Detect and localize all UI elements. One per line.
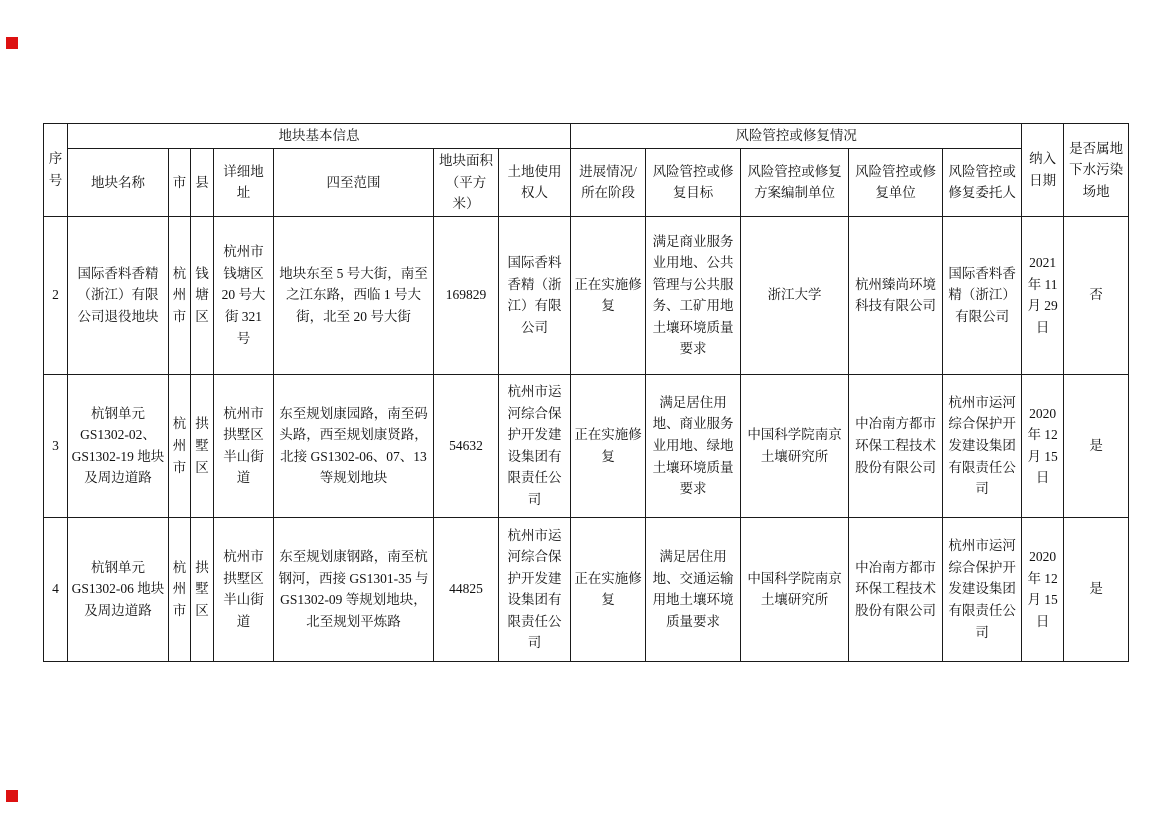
cell-county: 拱墅区 xyxy=(191,374,214,517)
cell-repair-unit: 中冶南方都市环保工程技术股份有限公司 xyxy=(849,517,943,661)
cell-address: 杭州市钱塘区 20 号大街 321 号 xyxy=(214,216,274,374)
cell-serial: 3 xyxy=(44,374,68,517)
cell-serial: 2 xyxy=(44,216,68,374)
col-header-area: 地块面积（平方米） xyxy=(434,149,499,217)
cell-inclusion-date: 2020 年 12 月 15 日 xyxy=(1022,374,1064,517)
cell-land-user: 国际香料香精（浙江）有限公司 xyxy=(499,216,571,374)
cell-county: 拱墅区 xyxy=(191,517,214,661)
cell-repair-client: 杭州市运河综合保护开发建设集团有限责任公司 xyxy=(943,374,1022,517)
col-header-groundwater: 是否属地下水污染场地 xyxy=(1064,124,1129,217)
cell-repair-unit: 杭州臻尚环境科技有限公司 xyxy=(849,216,943,374)
col-header-city: 市 xyxy=(169,149,191,217)
header-group-row xyxy=(44,124,1129,149)
cell-serial: 4 xyxy=(44,517,68,661)
cell-repair-target: 满足居住用地、商业服务业用地、绿地土壤环境质量要求 xyxy=(646,374,741,517)
cell-repair-client: 杭州市运河综合保护开发建设集团有限责任公司 xyxy=(943,517,1022,661)
cell-city: 杭州市 xyxy=(169,517,191,661)
cell-inclusion-date: 2021 年 11 月 29 日 xyxy=(1022,216,1064,374)
col-header-land-user: 土地使用权人 xyxy=(499,149,571,217)
cell-groundwater: 是 xyxy=(1064,374,1129,517)
col-header-repair-client: 风险管控或修复委托人 xyxy=(943,149,1022,217)
cell-boundary: 东至规划康钢路，南至杭钢河，西接 GS1301-35 与 GS1302-09 等规划地块，北至规划平炼路 xyxy=(274,517,434,661)
col-header-repair-unit: 风险管控或修复单位 xyxy=(849,149,943,217)
cell-boundary: 东至规划康园路，南至码头路，西至规划康贤路，北接 GS1302-06、07、13 等规划地块 xyxy=(274,374,434,517)
cell-address: 杭州市拱墅区半山街道 xyxy=(214,374,274,517)
col-header-county: 县 xyxy=(191,149,214,217)
cell-land-user: 杭州市运河综合保护开发建设集团有限责任公司 xyxy=(499,374,571,517)
col-header-inclusion-date: 纳入日期 xyxy=(1022,124,1064,217)
cell-city: 杭州市 xyxy=(169,374,191,517)
cell-plan-unit: 浙江大学 xyxy=(741,216,849,374)
col-header-plan-unit: 风险管控或修复方案编制单位 xyxy=(741,149,849,217)
cell-repair-target: 满足商业服务业用地、公共管理与公共服务、工矿用地土壤环境质量要求 xyxy=(646,216,741,374)
table-row xyxy=(44,517,1129,661)
cell-groundwater: 是 xyxy=(1064,517,1129,661)
red-marker-icon xyxy=(6,790,18,802)
cell-groundwater: 否 xyxy=(1064,216,1129,374)
table-row xyxy=(44,216,1129,374)
col-header-serial: 序号 xyxy=(44,124,68,217)
col-header-repair-target: 风险管控或修复目标 xyxy=(646,149,741,217)
cell-repair-client: 国际香料香精（浙江）有限公司 xyxy=(943,216,1022,374)
cell-address: 杭州市拱墅区半山街道 xyxy=(214,517,274,661)
red-marker-icon xyxy=(6,37,18,49)
cell-parcel-name: 杭钢单元 GS1302-02、GS1302-19 地块及周边道路 xyxy=(68,374,169,517)
cell-land-user: 杭州市运河综合保护开发建设集团有限责任公司 xyxy=(499,517,571,661)
col-group-basic-info: 地块基本信息 xyxy=(68,124,571,149)
cell-progress: 正在实施修复 xyxy=(571,216,646,374)
cell-city: 杭州市 xyxy=(169,216,191,374)
col-header-boundary: 四至范围 xyxy=(274,149,434,217)
cell-plan-unit: 中国科学院南京土壤研究所 xyxy=(741,374,849,517)
table-row xyxy=(44,374,1129,517)
cell-boundary: 地块东至 5 号大街，南至之江东路，西临 1 号大街，北至 20 号大街 xyxy=(274,216,434,374)
cell-progress: 正在实施修复 xyxy=(571,517,646,661)
col-header-address: 详细地址 xyxy=(214,149,274,217)
cell-repair-unit: 中冶南方都市环保工程技术股份有限公司 xyxy=(849,374,943,517)
cell-plan-unit: 中国科学院南京土壤研究所 xyxy=(741,517,849,661)
cell-area: 44825 xyxy=(434,517,499,661)
col-header-progress: 进展情况/所在阶段 xyxy=(571,149,646,217)
cell-inclusion-date: 2020 年 12 月 15 日 xyxy=(1022,517,1064,661)
cell-area: 54632 xyxy=(434,374,499,517)
cell-repair-target: 满足居住用地、交通运输用地土壤环境质量要求 xyxy=(646,517,741,661)
cell-area: 169829 xyxy=(434,216,499,374)
cell-progress: 正在实施修复 xyxy=(571,374,646,517)
cell-county: 钱塘区 xyxy=(191,216,214,374)
land-parcel-table xyxy=(43,123,1129,662)
header-sub-row xyxy=(44,149,1129,217)
cell-parcel-name: 杭钢单元 GS1302-06 地块及周边道路 xyxy=(68,517,169,661)
col-header-parcel-name: 地块名称 xyxy=(68,149,169,217)
cell-parcel-name: 国际香料香精（浙江）有限公司退役地块 xyxy=(68,216,169,374)
col-group-risk-control: 风险管控或修复情况 xyxy=(571,124,1022,149)
